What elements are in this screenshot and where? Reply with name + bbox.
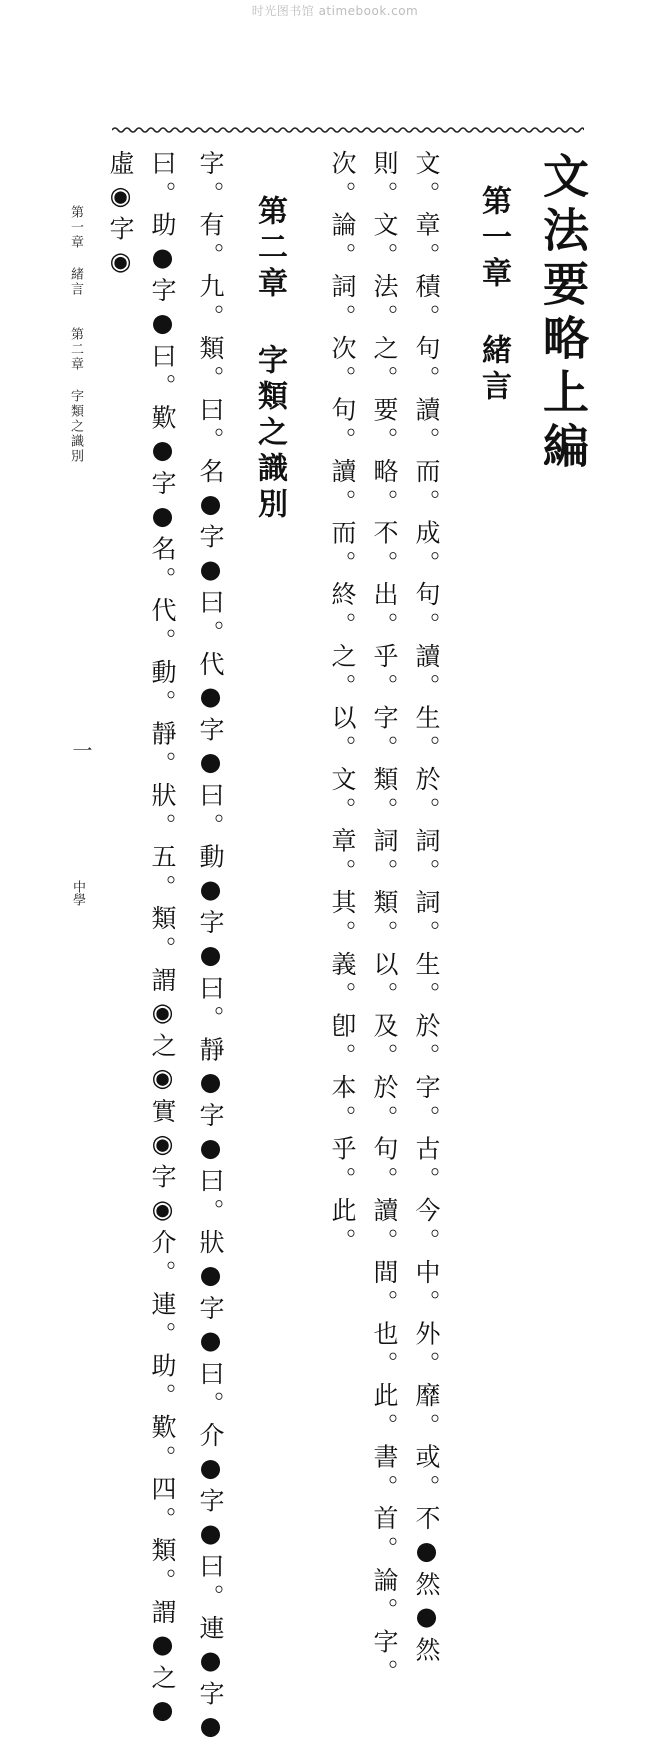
wavy-rule bbox=[112, 126, 584, 134]
chapter1-line-2: 則。文。法。之。要。略。不。出。乎。字。類。詞。類。以。及。於。句。讀。間。也。此。書。首。論。字。 bbox=[370, 150, 399, 1690]
running-head-chapter1: 第一章 緒言 bbox=[68, 205, 83, 297]
watermark: 时光图书馆 atimebook.com bbox=[251, 4, 419, 18]
chapter1-title: 第一章 緒言 bbox=[476, 185, 511, 406]
publisher-mark: 中學 bbox=[70, 880, 85, 906]
chapter2-line-3: 虛◉字◉ bbox=[106, 150, 135, 282]
chapter2-line-2: 曰。助●字●曰。歎●字●名。代。動。靜。狀。五。類。謂◉之◉實◉字◉介。連。助。歎。四。類。謂●之● bbox=[148, 150, 177, 1730]
page-number: 一 bbox=[69, 740, 93, 760]
running-head bbox=[66, 205, 85, 464]
book-title: 文法要略上編 bbox=[536, 152, 590, 476]
chapter1-line-1: 文。章。積。句。讀。而。成。句。讀。生。於。詞。詞。生。於。字。古。今。中。外。靡。或。不●然●然 bbox=[412, 150, 441, 1668]
chapter1-line-3: 次。論。詞。次。句。讀。而。終。之。以。文。章。其。義。卽。本。乎。此。 bbox=[328, 150, 357, 1259]
chapter2-line-1: 字。有。九。類。曰。名●字●曰。代●字●曰。動●字●曰。靜●字●曰。狀●字●曰。介●字●曰。連●字● bbox=[196, 150, 225, 1746]
chapter2-title: 第二章 字類之識別 bbox=[252, 195, 287, 524]
running-head-chapter2: 第二章 字類之識別 bbox=[68, 327, 83, 464]
